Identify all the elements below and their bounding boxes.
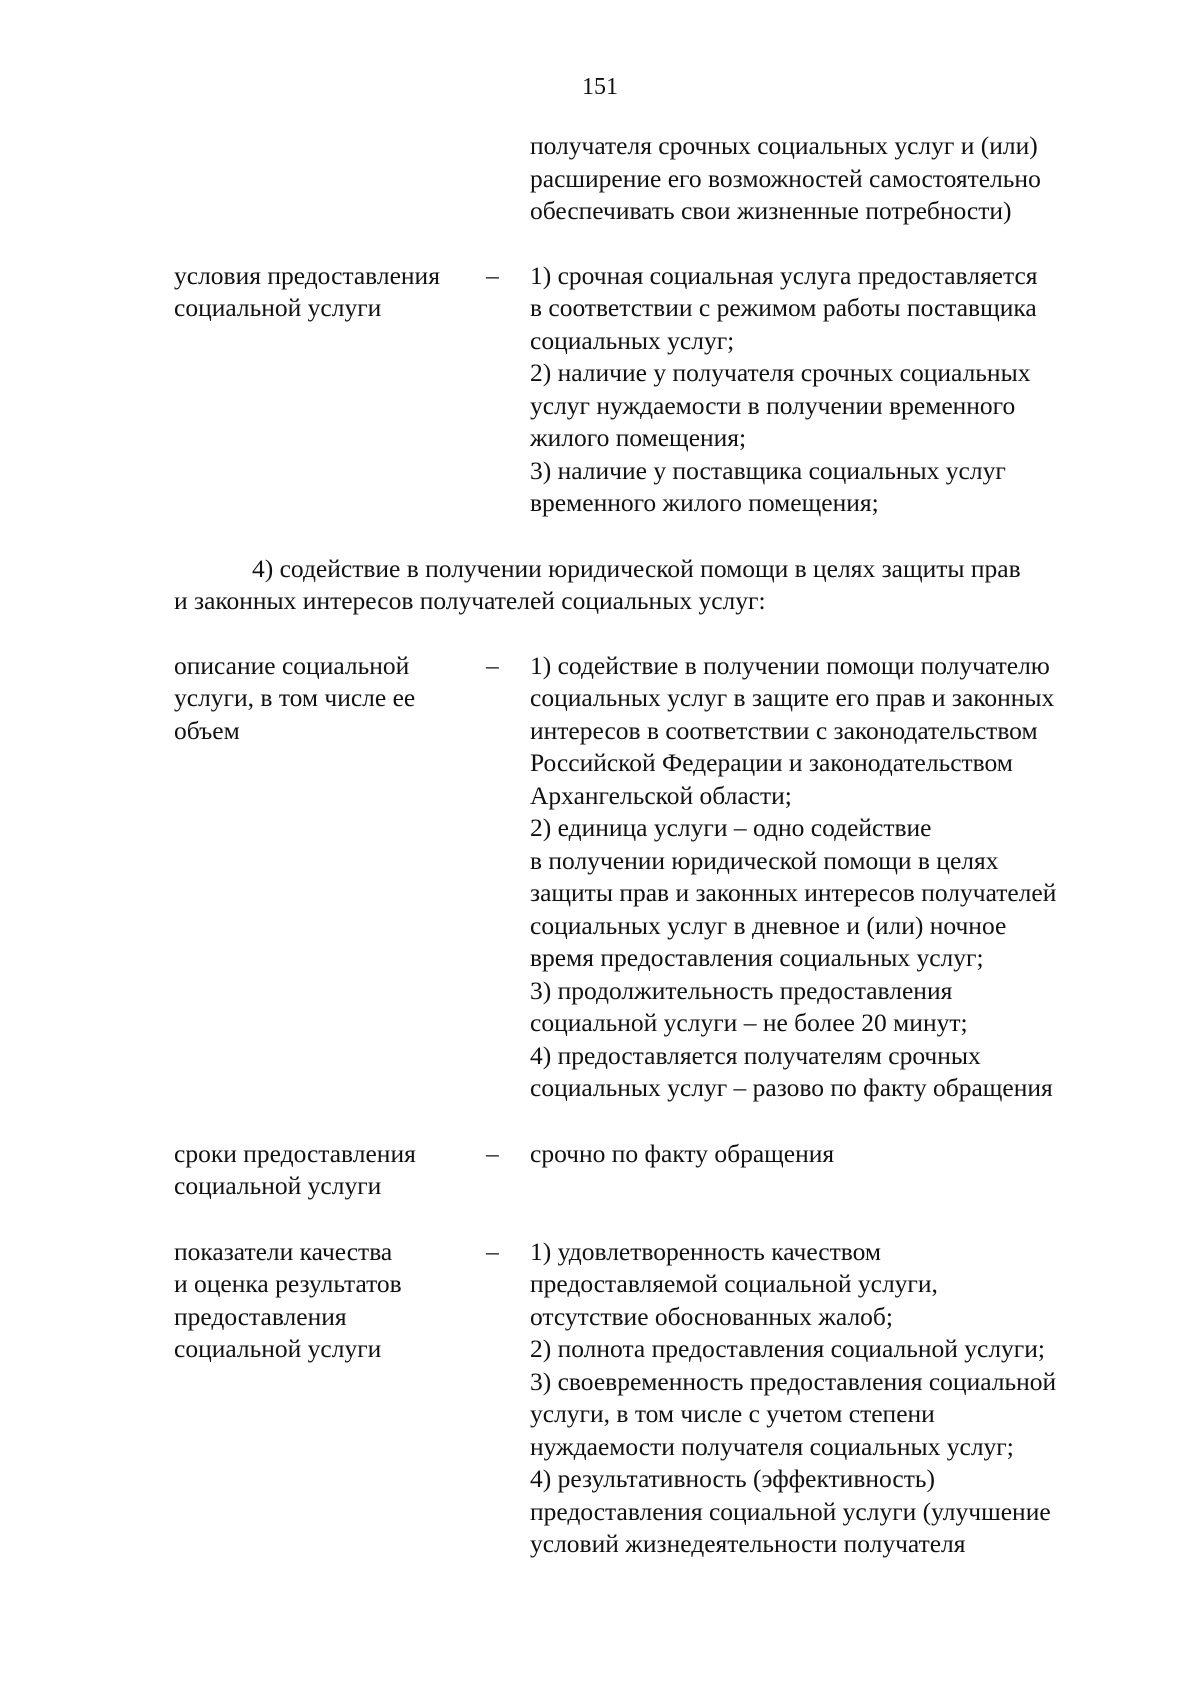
quality-text (530, 1236, 1130, 1561)
text-line: срочно по факту обращения (530, 1138, 835, 1168)
terms-dash: – (486, 1138, 499, 1168)
text-line: время предоставления социальных услуг; (530, 943, 984, 972)
text-line: 3) своевременность предоставления социальной (530, 1366, 1057, 1396)
section-4-heading (174, 553, 1124, 618)
description-row (174, 650, 1124, 1105)
document-body (174, 130, 1124, 1561)
label-line: услуги, в том числе ее (174, 683, 416, 712)
conditions-text (530, 260, 1130, 520)
label-line: условия предоставления (174, 260, 440, 290)
label-line: объем (174, 715, 240, 745)
text-line: нуждаемости получателя социальных услуг; (530, 1431, 1014, 1461)
description-text (530, 650, 1130, 1105)
text-line: 2) наличие у получателя срочных социальных (530, 358, 1031, 387)
label-line: социальной услуги (174, 1171, 382, 1200)
text-line: 4) содействие в получении юридической помощи в целях защиты прав (252, 553, 1021, 583)
description-label (174, 650, 474, 748)
terms-text (530, 1138, 1130, 1203)
continuation-row (174, 130, 1124, 228)
text-line: предоставляемой социальной услуги, (530, 1269, 938, 1298)
text-line: отсутствие обоснованных жалоб; (530, 1301, 893, 1331)
text-line: условий жизнедеятельности получателя (530, 1529, 966, 1558)
text-line: социальной услуги – не более 20 минут; (530, 1008, 968, 1037)
label-line: сроки предоставления (174, 1138, 416, 1168)
text-line: социальных услуг в дневное и (или) ночное (530, 910, 1007, 940)
text-line: 3) наличие у поставщика социальных услуг (530, 455, 1006, 485)
label-line: социальной услуги (174, 1334, 382, 1363)
text-line: социальных услуг в защите его прав и законных (530, 683, 1055, 712)
label-line: показатели качества (174, 1236, 393, 1266)
text-line: Архангельской области; (530, 780, 792, 810)
terms-row (174, 1138, 1124, 1203)
text-line: 1) удовлетворенность качеством (530, 1236, 882, 1266)
text-line: социальных услуг; (530, 325, 735, 355)
text-line: социальных услуг – разово по факту обращения (530, 1073, 1053, 1102)
continuation-text (530, 130, 1130, 228)
text-line: 1) срочная социальная услуга предоставляется (530, 260, 1038, 290)
terms-label (174, 1138, 474, 1203)
page-number: 151 (582, 74, 618, 100)
text-line: временного жилого помещения; (530, 488, 879, 517)
text-line: обеспечивать свои жизненные потребности) (530, 196, 1012, 225)
conditions-label (174, 260, 474, 325)
text-line: защиты прав и законных интересов получателей (530, 878, 1057, 907)
text-line: Российской Федерации и законодательством (530, 748, 1013, 777)
text-line: и законных интересов получателей социальных услуг: (174, 586, 766, 615)
text-line: 4) результативность (эффективность) (530, 1464, 935, 1493)
quality-row (174, 1236, 1124, 1561)
quality-dash: – (486, 1236, 499, 1266)
conditions-row (174, 260, 1124, 520)
text-line: предоставления социальной услуги (улучшение (530, 1496, 1051, 1526)
text-line: интересов в соответствии с законодательством (530, 715, 1038, 745)
text-line: жилого помещения; (530, 423, 747, 452)
conditions-dash: – (486, 260, 499, 290)
text-line: 4) предоставляется получателям срочных (530, 1040, 981, 1070)
quality-label (174, 1236, 474, 1366)
text-line: услуг нуждаемости в получении временного (530, 390, 1016, 420)
text-line: 2) полнота предоставления социальной услуги; (530, 1334, 1045, 1363)
text-line: в соответствии с режимом работы поставщика (530, 293, 1037, 322)
text-line: получателя срочных социальных услуг и (или) (530, 131, 1038, 160)
label-line: предоставления (174, 1301, 347, 1331)
text-line: расширение его возможностей самостоятельно (530, 163, 1041, 193)
label-line: и оценка результатов (174, 1269, 402, 1298)
description-dash: – (486, 650, 499, 680)
text-line: в получении юридической помощи в целях (530, 845, 999, 875)
label-line: описание социальной (174, 650, 410, 680)
text-line: 2) единица услуги – одно содействие (530, 813, 932, 842)
text-line: услуги, в том числе с учетом степени (530, 1399, 935, 1428)
text-line: 1) содействие в получении помощи получателю (530, 650, 1050, 680)
text-line: 3) продолжительность предоставления (530, 975, 953, 1005)
label-line: социальной услуги (174, 293, 382, 322)
